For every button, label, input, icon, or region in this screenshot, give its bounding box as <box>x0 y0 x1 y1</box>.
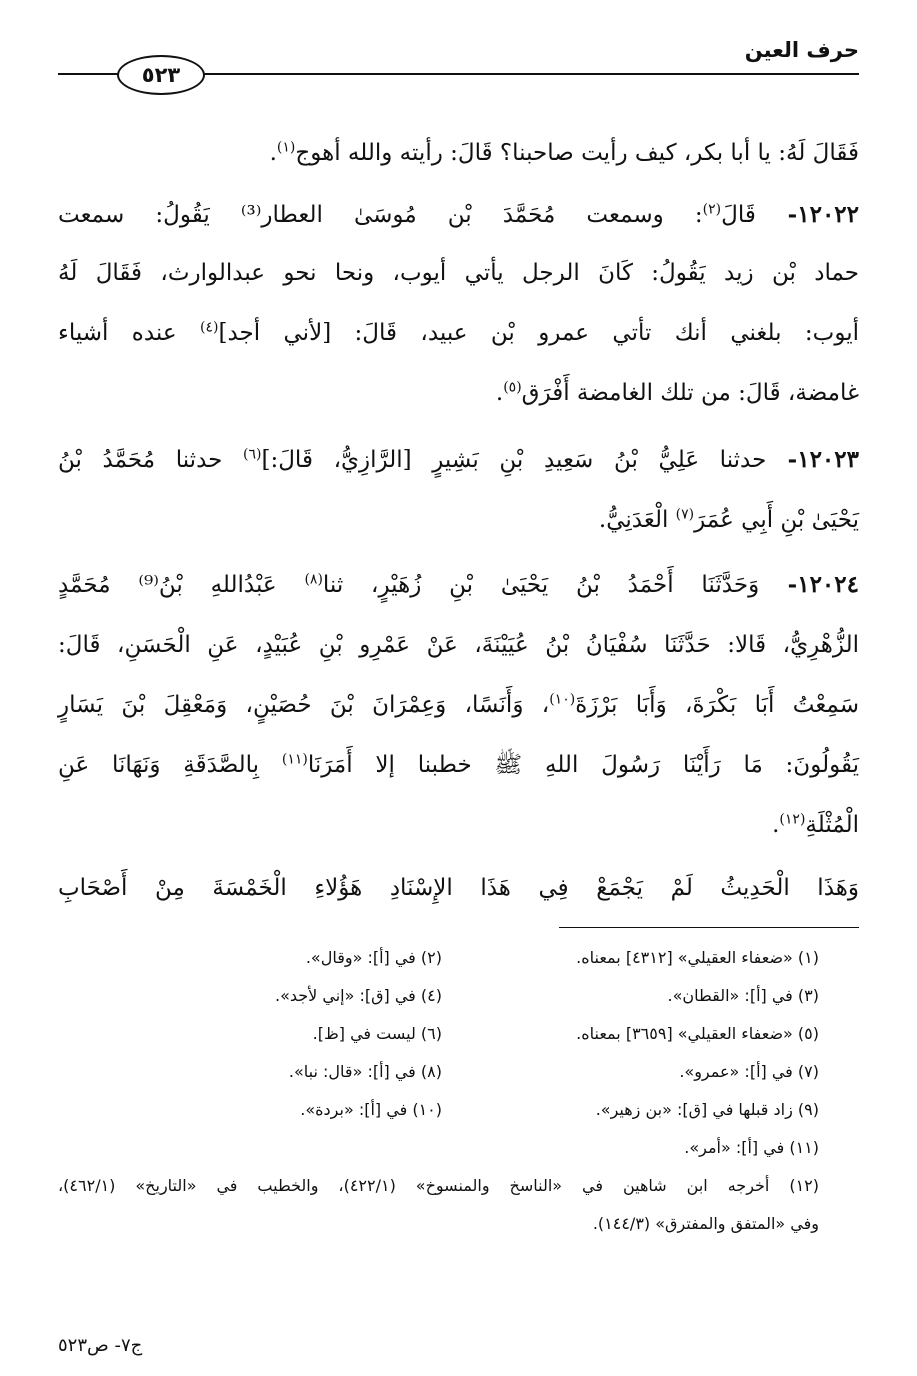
body-line: حماد بْن زيد يَقُولُ: كَانَ الرجل يأتي أيوب، ونحا نحو عبدالوارث، فَقَالَ لَهُ <box>58 260 859 286</box>
page-number-badge: ٥٢٣ <box>117 55 205 95</box>
body-line: يَحْيَىٰ بْنِ أَبِي عُمَرَ$^{(٧)}$ الْعَدَنِيُّ. <box>598 506 859 533</box>
footnote-separator <box>559 927 859 928</box>
footnote: (٩) زاد قبلها في [ق]: «بن زهير». <box>595 1100 819 1119</box>
hadith-number: ١٢٠٢٣- <box>766 446 859 473</box>
footnote: (٢) في [أ]: «وقال». <box>305 948 442 967</box>
hadith-number: ١٢٠٢٢- <box>755 201 860 228</box>
footnote: (٥) «ضعفاء العقيلي» [٣٦٥٩] بمعناه. <box>576 1024 819 1043</box>
body-line: فَقَالَ لَهُ: يا أبا بكر، كيف رأيت صاحبنا؟ قَالَ: رأيته والله أهوج$^{(١)}$. <box>269 139 859 166</box>
body-line: وَهَذَا الْحَدِيثُ لَمْ يَجْمَعْ فِي هَذَا الإِسْنَادِ هَؤُلاءِ الْخَمْسَةَ مِنْ أَصْحَابِ <box>58 875 859 901</box>
body-line: ١٢٠٢٤- وَحَدَّثَنَا أَحْمَدُ بْنُ يَحْيَىٰ بْنِ زُهَيْرٍ، ثنا$^{(٨)}$ عَبْدُاللهِ بْنُ⁽⁹⁾ مُحَمَّدٍ <box>58 571 859 598</box>
footnote: (٤) في [ق]: «إني لأجد». <box>274 986 442 1005</box>
volume-page-footer: ج٧- ص٥٢٣ <box>58 1335 143 1356</box>
body-line: يَقُولُونَ: مَا رَأَيْنَا رَسُولَ اللهِ ﷺ خطبنا إلا أَمَرَنَا$^{(١١)}$ بِالصَّدَقَةِ وَنَهَانَا عَنِ <box>58 751 860 778</box>
footnote: (١٢) أخرجه ابن شاهين في «الناسخ والمنسوخ» (٤٢٢/١)، والخطيب في «التاريخ» (٤٦٢/١)، <box>58 1176 819 1195</box>
footnote: (١٠) في [أ]: «بردة». <box>300 1100 442 1119</box>
footnote: (١) «ضعفاء العقيلي» [٤٣١٢] بمعناه. <box>576 948 819 967</box>
body-line: ١٢٠٢٢- قَالَ$^{(٢)}$: وسمعت مُحَمَّدَ بْن مُوسَىٰ العطار⁽³⁾ يَقُولُ: سمعت <box>58 201 860 228</box>
footnote: (٨) في [أ]: «قال: نبا». <box>288 1062 442 1081</box>
body-line: الزُّهْرِيُّ، قَالا: حَدَّثَنَا سُفْيَانُ بْنُ عُيَيْنَةَ، عَنْ عَمْرِو بْنِ عُبَيْدٍ، عَنِ الْحَسَنِ، قَالَ: <box>58 632 859 658</box>
body-line: سَمِعْتُ أَبَا بَكْرَةَ، وَأَبَا بَرْزَةَ$^{(١٠)}$، وَأَنَسًا، وَعِمْرَانَ بْنَ حُصَيْنٍ، وَمَعْقِلَ بْنَ يَسَارٍ <box>58 691 860 718</box>
body-line: أيوب: بلغني أنك تأتي عمرو بْن عبيد، قَالَ: [لأني أجد]$^{(٤)}$ عنده أشياء <box>58 319 860 346</box>
hadith-number: ١٢٠٢٤- <box>759 571 859 598</box>
body-line: ١٢٠٢٣- حدثنا عَلِيُّ بْنُ سَعِيدِ بْنِ بَشِيرٍ [الرَّازِيُّ، قَالَ:]$^{(٦)}$ حدثنا مُحَمَّدُ بْنُ <box>58 446 859 473</box>
body-line: الْمُثْلَةِ$^{(١٢)}$. <box>772 811 859 838</box>
footnote-continued: وفي «المتفق والمفترق» (١٤٤/٣). <box>592 1214 819 1233</box>
footnote: (١١) في [أ]: «أمر». <box>684 1138 819 1157</box>
footnote: (٧) في [أ]: «عمرو». <box>679 1062 819 1081</box>
running-header-title: حرف العين <box>744 38 859 62</box>
body-line: غامضة، قَالَ: من تلك الغامضة أَفْرَق$^{(٥)}$. <box>495 379 859 406</box>
footnote: (٦) ليست في [ظ]. <box>312 1024 442 1043</box>
footnote: (٣) في [أ]: «القطان». <box>667 986 819 1005</box>
